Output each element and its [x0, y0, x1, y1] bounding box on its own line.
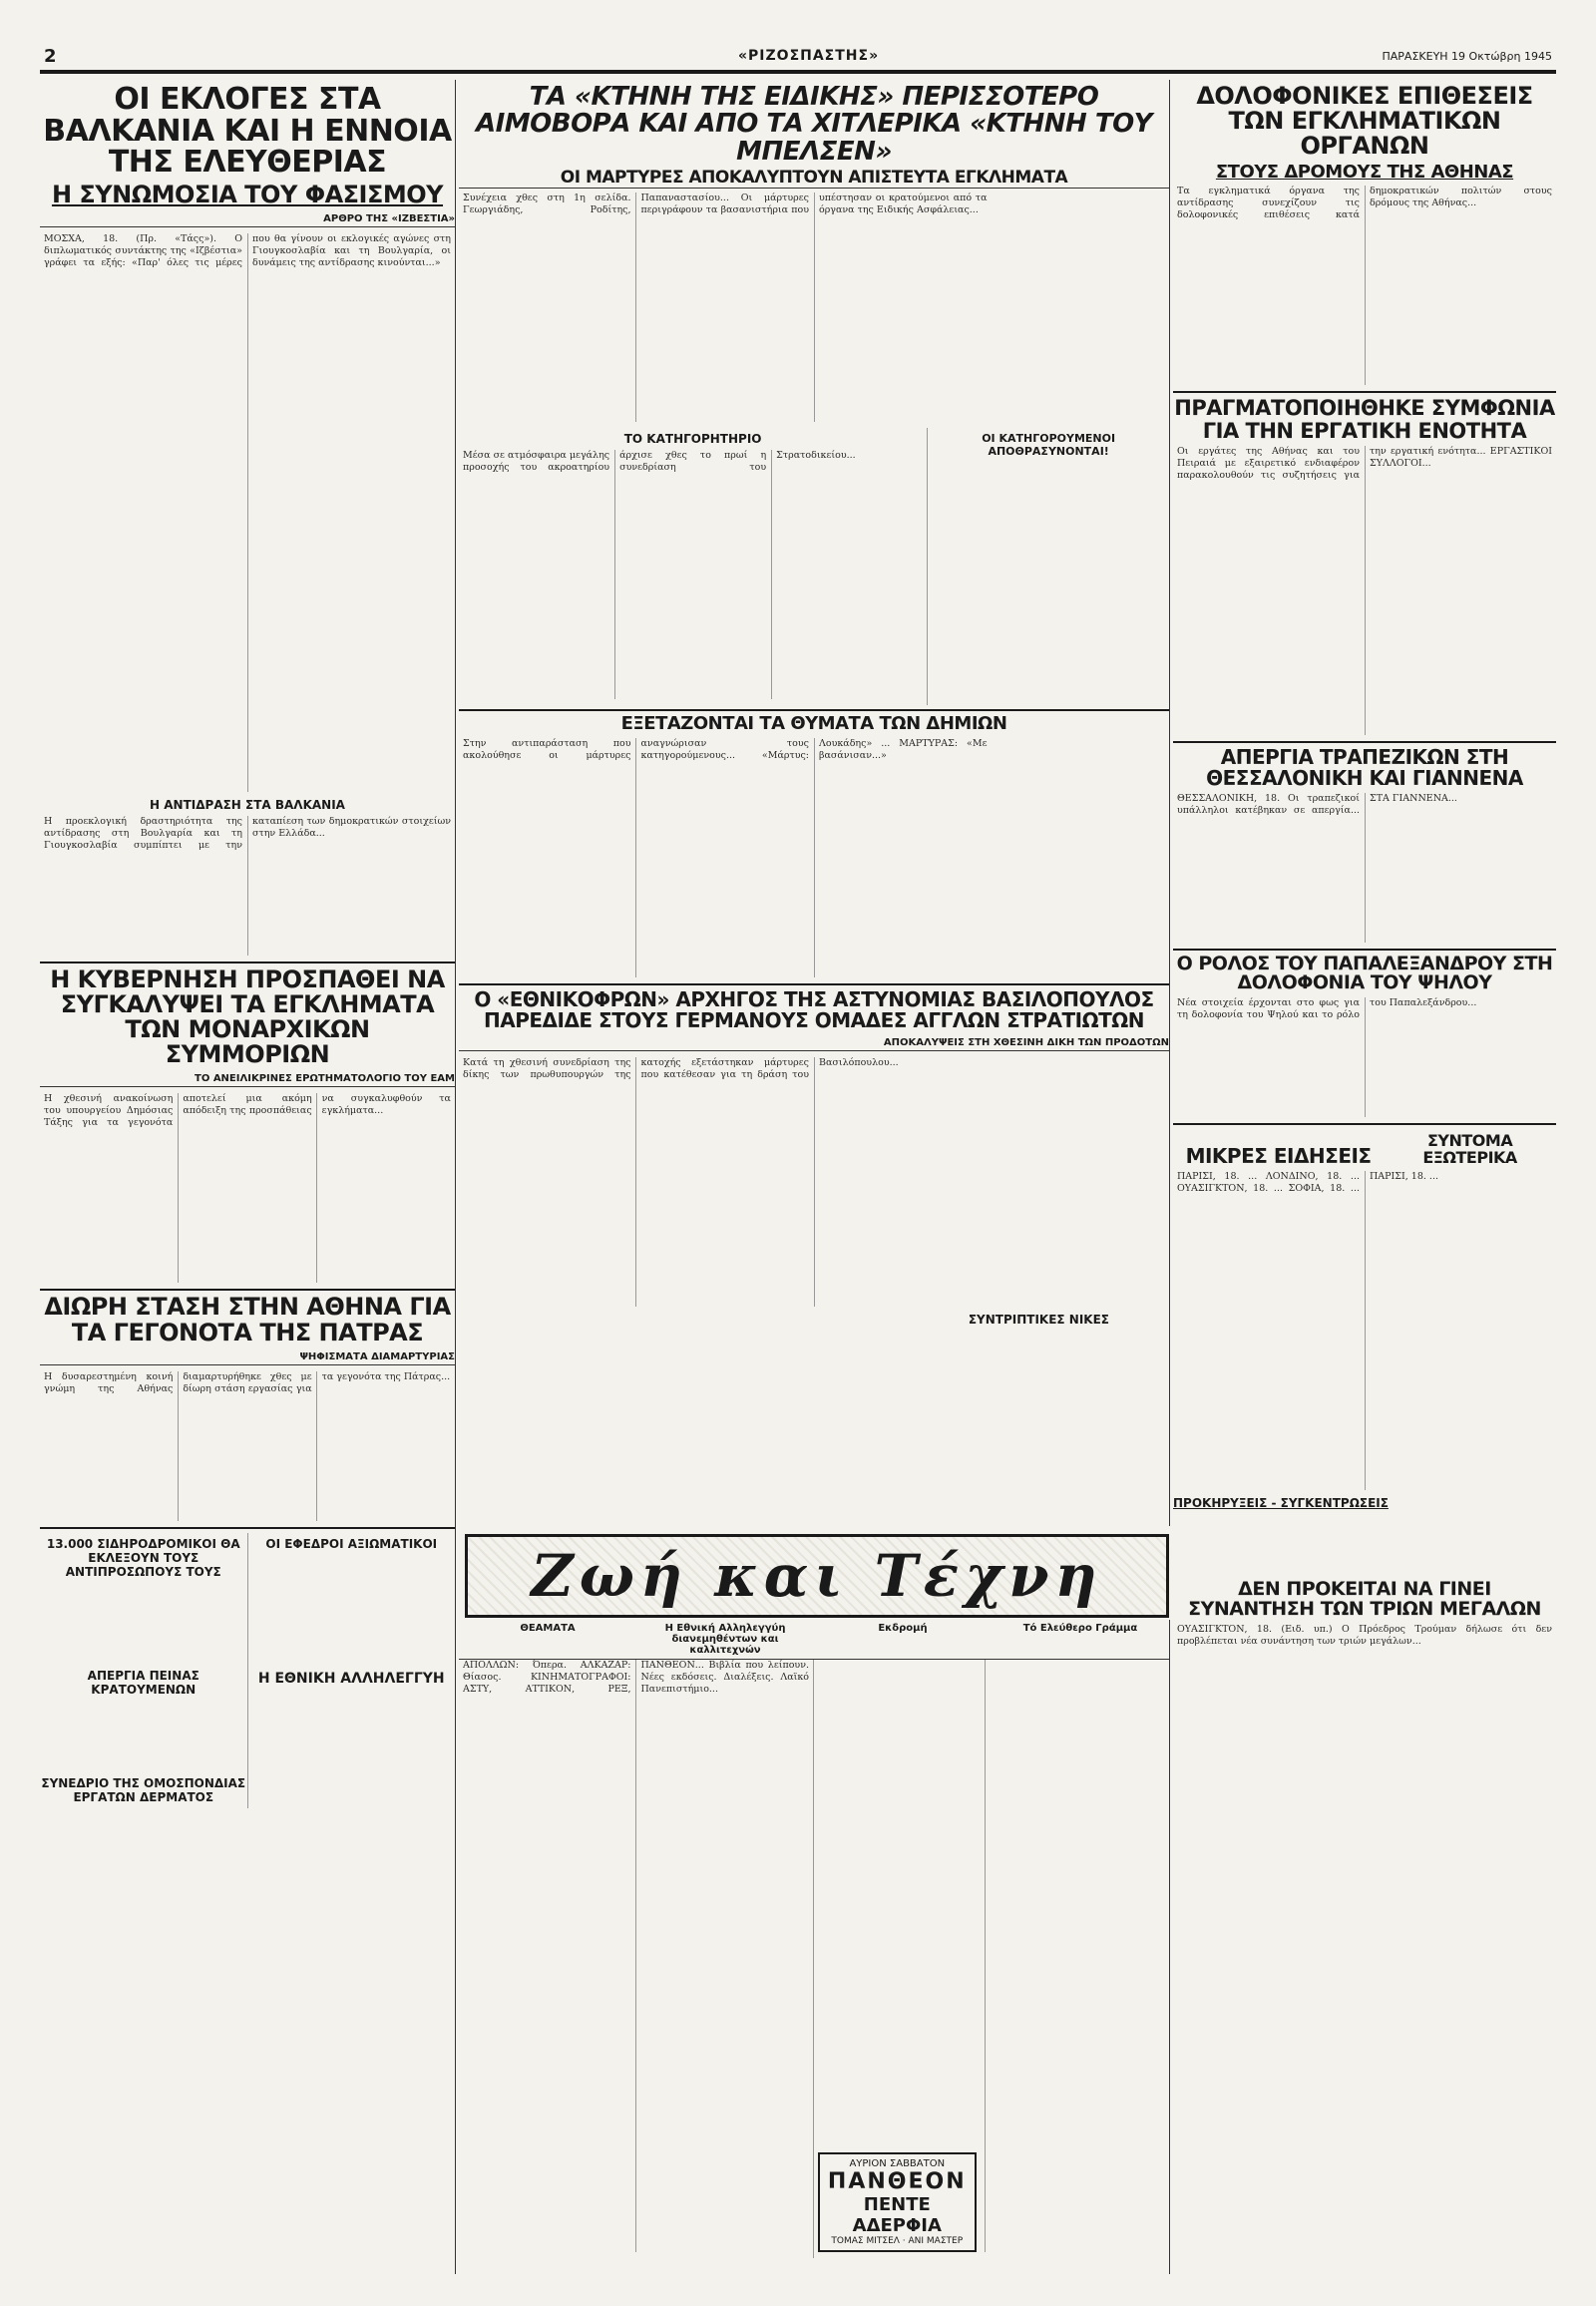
- culture-right-filler: [985, 1660, 1165, 2252]
- brief-filler: [932, 462, 1165, 691]
- ad-cast: ΤΟΜΑΣ ΜΙΤΣΕΛ · ΑΝΙ ΜΑΣΤΕΡ: [831, 2236, 964, 2246]
- article-witnesses-text: Συνέχεια χθες στη 1η σελίδα. Γεωργιάδης, Ροδίτης, Παπαναστασίου... Οι μάρτυρες περιγράφουν τα βασανιστήρια που υπέστησαν οι κρατούμενοι από τα όργανα της Ειδικής Ασφάλειας...: [463, 192, 988, 215]
- article-labour-text: Οι εργάτες της Αθήνας και του Πειραιά με εξαιρετικό ενδιαφέρον παρακολουθούν τις συζητήσεις για την εργατική ενότητα... ΕΡΓΑΣΤΙΚΟΙ ΣΥΛΛΟΓΟΙ...: [1177, 445, 1552, 481]
- divider: [40, 1527, 455, 1529]
- subhead-defendants: ΟΙ ΚΑΤΗΓΟΡΟΥΜΕΝΟΙ ΑΠΟΘΡΑΣΥΝΟΝΤΑΙ!: [982, 431, 1116, 458]
- subhead-traitors-trial: ΑΠΟΚΑΛΥΨΕΙΣ ΣΤΗ ΧΘΕΣΙΝΗ ΔΙΚΗ ΤΩΝ ΠΡΟΔΟΤΩΝ: [459, 1035, 1169, 1051]
- culture-body: [459, 1660, 1169, 2258]
- ad-film-title: ΠΕΝΤΕ ΑΔΕΡΦΙΑ: [852, 2194, 942, 2236]
- lower-briefs: [40, 1533, 455, 1808]
- article-indictment-text: Μέσα σε ατμόσφαιρα μεγάλης προσοχής του ακροατηρίου άρχισε χθες το πρωί η συνεδρίαση του Στρατοδικείου...: [463, 449, 856, 473]
- article-papalexandrou-text: Νέα στοιχεία έρχονται στο φως για τη δολοφονία του Ψηλού και το ρόλο του Παπαλεξάνδρου...: [1177, 997, 1477, 1021]
- headline-hunger-strike: ΑΠΕΡΓΙΑ ΠΕΙΝΑΣ ΚΡΑΤΟΥΜΕΝΩΝ: [87, 1668, 200, 1697]
- masthead: [40, 46, 1556, 74]
- subhead-indictment: ΤΟ ΚΑΤΗΓΟΡΗΤΗΡΙΟ: [623, 431, 762, 446]
- headline-victims-examined: ΕΞΕΤΑΖΟΝΤΑΙ ΤΑ ΘΥΜΑΤΑ ΤΩΝ ΔΗΜΙΩΝ: [620, 712, 1007, 734]
- culture-headers: [459, 1620, 1169, 1660]
- brief-filler: [252, 1555, 452, 1665]
- headline-national-solidarity: Η ΕΘΝΙΚΗ ΑΛΛΗΛΕΓΓΥΗ: [257, 1670, 445, 1687]
- pantheon-column: [813, 1660, 981, 2258]
- divider: [40, 1289, 455, 1291]
- briefs-right: [248, 1533, 456, 1808]
- excursion-header: Εκδρομή: [878, 1623, 928, 1634]
- divider: [1173, 391, 1556, 393]
- pantheon-ad: [818, 2152, 977, 2252]
- article-victims-text: Στην αντιπαράσταση που ακολούθησε οι μάρτυρες αναγνώρισαν τους κατηγορούμενους... «Μάρτυς: Λουκάδης» ... ΜΑΡΤΥΡΑΣ: «Με βασάνισαν...»: [463, 737, 988, 761]
- article-briefs-text: ΠΑΡΙΣΙ, 18. ... ΛΟΝΔΙΝΟ, 18. ... ΟΥΑΣΙΓΚΤΟΝ, 18. ... ΣΟΦΙΑ, 18. ... ΠΑΡΙΣΙ, 18. ...: [1177, 1171, 1438, 1195]
- headline-short-news: ΜΙΚΡΕΣ ΕΙΔΗΣΕΙΣ: [1185, 1144, 1372, 1169]
- indictment-block: [459, 428, 927, 705]
- article-vasilopoulos-text: Κατά τη χθεσινή συνεδρίαση της δίκης των πρωθυπουργών της κατοχής εξετάστηκαν μάρτυρες που κατέθεσαν για τη δράση του Βασιλόπουλου...: [463, 1056, 899, 1080]
- subhead-reaction: Η ΑΝΤΙΔΡΑΣΗ ΣΤΑ ΒΑΛΚΑΝΙΑ: [150, 797, 345, 812]
- issue-date: ΠΑΡΑΣΚΕΥΗ 19 Οκτώβρη 1945: [1382, 50, 1552, 63]
- short-news-header: [1173, 1129, 1556, 1171]
- column-center: [459, 80, 1170, 1526]
- article-reaction-text: Η προεκλογική δραστηριότητα της αντίδρασης στη Βουλγαρία και τη Γιουγκοσλαβία συμπίπτει με την καταπίεση των δημοκρατικών στοιχείων στην Ελλάδα...: [44, 815, 451, 851]
- brief-filler: [1177, 1514, 1552, 1574]
- divider: [1173, 741, 1556, 743]
- page-number: 2: [44, 46, 57, 67]
- headline-witnesses: ΟΙ ΜΑΡΤΥΡΕΣ ΑΠΟΚΑΛΥΠΤΟΥΝ ΑΠΙΣΤΕΥΤΑ ΕΓΚΛΗΜΑΤΑ: [459, 170, 1169, 189]
- article-balkan-text: ΜΟΣΧΑ, 18. (Πρ. «Τάςς»). Ο διπλωματικός συντάκτης της «Ιζβέστια» γράφει τα εξής: «Παρ' όλες τις μέρες που θα γίνουν οι εκλογικές αγώνες στη Γιουγκοσλαβία και τη Βουλγαρία, οι δυνάμεις της αντίδρασης κινούνται...»: [44, 232, 451, 268]
- headline-reserve-officers: ΟΙ ΕΦΕΔΡΟΙ ΑΞΙΩΜΑΤΙΚΟΙ: [265, 1536, 438, 1551]
- article-government-text: Η χθεσινή ανακοίνωση του υπουργείου Δημόσιας Τάξης για τα γεγονότα αποτελεί μια ακόμη απόδειξη της προσπάθειας να συγκαλυφθούν τα εγκλήματα...: [44, 1093, 451, 1129]
- divider: [1173, 949, 1556, 951]
- brief-filler: [44, 1701, 243, 1770]
- indictment-section: [459, 428, 1169, 705]
- briefs-left: [40, 1533, 248, 1808]
- defendants-block: [927, 428, 1169, 705]
- theamata-header: ΘΕΑΜΑΤΑ: [520, 1623, 576, 1634]
- solidarity-header: Η Εθνική Αλληλεγγύη διανεμηθέντων και καλλιτεχνών: [664, 1623, 786, 1656]
- headline-balkan-elections: ΟΙ ΕΚΛΟΓΕΣ ΣΤΑ ΒΑΛΚΑΝΙΑ ΚΑΙ Η ΕΝΝΟΙΑ ΤΗΣ ΕΛΕΥΘΕΡΙΑΣ: [43, 82, 452, 180]
- headline-patras-strike: ΔΙΩΡΗ ΣΤΑΣΗ ΣΤΗΝ ΑΘΗΝΑ ΓΙΑ ΤΑ ΓΕΓΟΝΟΤΑ ΤΗΣ ΠΑΤΡΑΣ: [44, 1293, 451, 1346]
- article-patras-text: Η δυσαρεστημένη κοινή γνώμη της Αθήνας διαμαρτυρήθηκε χθες με δίωρη στάση εργασίας για τα γεγονότα της Πάτρας...: [44, 1370, 451, 1394]
- subhead-resolutions: ΨΗΦΙΣΜΑΤΑ ΔΙΑΜΑΡΤΥΡΙΑΣ: [40, 1349, 455, 1365]
- headline-big-three: ΔΕΝ ΠΡΟΚΕΙΤΑΙ ΝΑ ΓΙΝΕΙ ΣΥΝΑΝΤΗΣΗ ΤΩΝ ΤΡΙΩΝ ΜΕΓΑΛΩΝ: [1188, 1578, 1541, 1620]
- headline-announcements: ΠΡΟΚΗΡΥΞΕΙΣ - ΣΥΓΚΕΝΤΡΩΣΕΙΣ: [1173, 1496, 1389, 1511]
- zoi-kai-techni-banner: Ζωή και Τέχνη: [465, 1534, 1169, 1618]
- divider: [1173, 1123, 1556, 1125]
- ad-date: ΑΥΡΙΟΝ ΣΑΒΒΑΤΟΝ: [849, 2158, 946, 2169]
- headline-fascism-conspiracy: Η ΣΥΝΩΜΟΣΙΑ ΤΟΥ ΦΑΣΙΣΜΟΥ: [51, 180, 444, 208]
- headline-bank-strike: ΑΠΕΡΓΙΑ ΤΡΑΠΕΖΙΚΩΝ ΣΤΗ ΘΕΣΣΑΛΟΝΙΚΗ ΚΑΙ ΓΙΑΝΝΕΝΑ: [1206, 744, 1523, 790]
- article-bank-strike-text: ΘΕΣΣΑΛΟΝΙΚΗ, 18. Οι τραπεζικοί υπάλληλοι κατέβηκαν σε απεργία... ΣΤΑ ΓΙΑΝΝΕΝΑ...: [1177, 792, 1457, 816]
- headline-special-security: ΤΑ «ΚΤΗΝΗ ΤΗΣ ΕΙΔΙΚΗΣ» ΠΕΡΙΣΣΟΤΕΡΟ ΑΙΜΟΒΟΡΑ ΚΑΙ ΑΠΟ ΤΑ ΧΙΤΛΕΡΙΚΑ «ΚΤΗΝΗ ΤΟΥ ΜΠΕΛΣΕΝ»: [475, 82, 1153, 167]
- ad-cinema: ΠΑΝΘΕΟΝ: [827, 2169, 967, 2194]
- headline-murderous-attacks: ΔΟΛΟΦΟΝΙΚΕΣ ΕΠΙΘΕΣΕΙΣ ΤΩΝ ΕΓΚΛΗΜΑΤΙΚΩΝ ΟΡΓΑΝΩΝ: [1196, 82, 1533, 161]
- culture-listings-text: ΑΠΟΛΛΩΝ: Όπερα. ΑΛΚΑΖΑΡ: Θίασος. ΚΙΝΗΜΑΤΟΓΡΑΦΟΙ: ΑΣΤΥ, ΑΤΤΙΚΟΝ, ΡΕΞ, ΠΑΝΘΕΟΝ... Βιβλία που λείπουν. Νέες εκδόσεις. Διαλέξεις. Λαϊκό Πανεπιστήμιο...: [463, 1660, 809, 1695]
- headline-labour-unity: ΠΡΑΓΜΑΤΟΠΟΙΗΘΗΚΕ ΣΥΜΦΩΝΙΑ ΓΙΑ ΤΗΝ ΕΡΓΑΤΙΚΗ ΕΝΟΤΗΤΑ: [1174, 396, 1555, 443]
- paper-name: «ΡΙΖΟΣΠΑΣΤΗΣ»: [738, 48, 880, 64]
- article-big-three-text: ΟΥΑΣΙΓΚΤΟΝ, 18. (Ειδ. υπ.) Ο Πρόεδρος Τρούμαν δήλωσε ότι δεν προβλέπεται νέα συνάντηση των τριών μεγάλων...: [1177, 1623, 1552, 1647]
- headline-railway-workers: 13.000 ΣΙΔΗΡΟΔΡΟΜΙΚΟΙ ΘΑ ΕΚΛΕΞΟΥΝ ΤΟΥΣ ΑΝΤΙΠΡΟΣΩΠΟΥΣ ΤΟΥΣ: [46, 1536, 240, 1579]
- headline-vasilopoulos: Ο «ΕΘΝΙΚΟΦΡΩΝ» ΑΡΧΗΓΟΣ ΤΗΣ ΑΣΤΥΝΟΜΙΑΣ ΒΑΣΙΛΟΠΟΥΛΟΣ ΠΑΡΕΔΙΔΕ ΣΤΟΥΣ ΓΕΡΜΑΝΟΥΣ ΟΜΑΔΕΣ ΑΓΓΛΩΝ ΣΤΡΑΤΙΩΤΩΝ: [474, 986, 1154, 1032]
- subhead-eam: ΤΟ ΑΝΕΙΛΙΚΡΙΝΕΣ ΕΡΩΤΗΜΑΤΟΛΟΓΙΟ ΤΟΥ ΕΑΜ: [40, 1071, 455, 1087]
- brief-filler: [44, 1583, 243, 1663]
- headline-athens-streets: ΣΤΟΥΣ ΔΡΟΜΟΥΣ ΤΗΣ ΑΘΗΝΑΣ: [1215, 161, 1514, 183]
- column-right: [1173, 80, 1556, 2274]
- article-attacks-text: Τα εγκληματικά όργανα της αντίδρασης συνεχίζουν τις δολοφονικές επιθέσεις κατά δημοκρατικών πολιτών στους δρόμους της Αθήνας...: [1177, 186, 1552, 221]
- headline-victories: ΣΥΝΤΡΙΠΤΙΚΕΣ ΝΙΚΕΣ: [968, 1312, 1109, 1327]
- headline-leather-workers: ΣΥΝΕΔΡΙΟ ΤΗΣ ΟΜΟΣΠΟΝΔΙΑΣ ΕΡΓΑΤΩΝ ΔΕΡΜΑΤΟΣ: [41, 1775, 246, 1804]
- free-letter-header: Τό Ελεύθερο Γράμμα: [1022, 1623, 1138, 1634]
- column-left: [40, 80, 456, 2274]
- divider: [459, 983, 1169, 985]
- headline-foreign-briefs: ΣΥΝΤΟΜΑ ΕΞΩΤΕΡΙΚΑ: [1422, 1131, 1517, 1168]
- headline-papalexandrou: Ο ΡΟΛΟΣ ΤΟΥ ΠΑΠΑΛΕΞΑΝΔΡΟΥ ΣΤΗ ΔΟΛΟΦΟΝΙΑ ΤΟΥ ΨΗΛΟΥ: [1176, 952, 1553, 994]
- divider: [459, 709, 1169, 711]
- divider: [40, 961, 455, 963]
- subhead-izvestia: ΑΡΘΡΟ ΤΗΣ «ΙΖΒΕΣΤΙΑ»: [40, 211, 455, 227]
- headline-government: Η ΚΥΒΕΡΝΗΣΗ ΠΡΟΣΠΑΘΕΙ ΝΑ ΣΥΓΚΑΛΥΨΕΙ ΤΑ ΕΓΚΛΗΜΑΤΑ ΤΩΝ ΜΟΝΑΡΧΙΚΩΝ ΣΥΜΜΟΡΙΩΝ: [50, 964, 445, 1069]
- culture-section: [459, 1620, 1170, 2274]
